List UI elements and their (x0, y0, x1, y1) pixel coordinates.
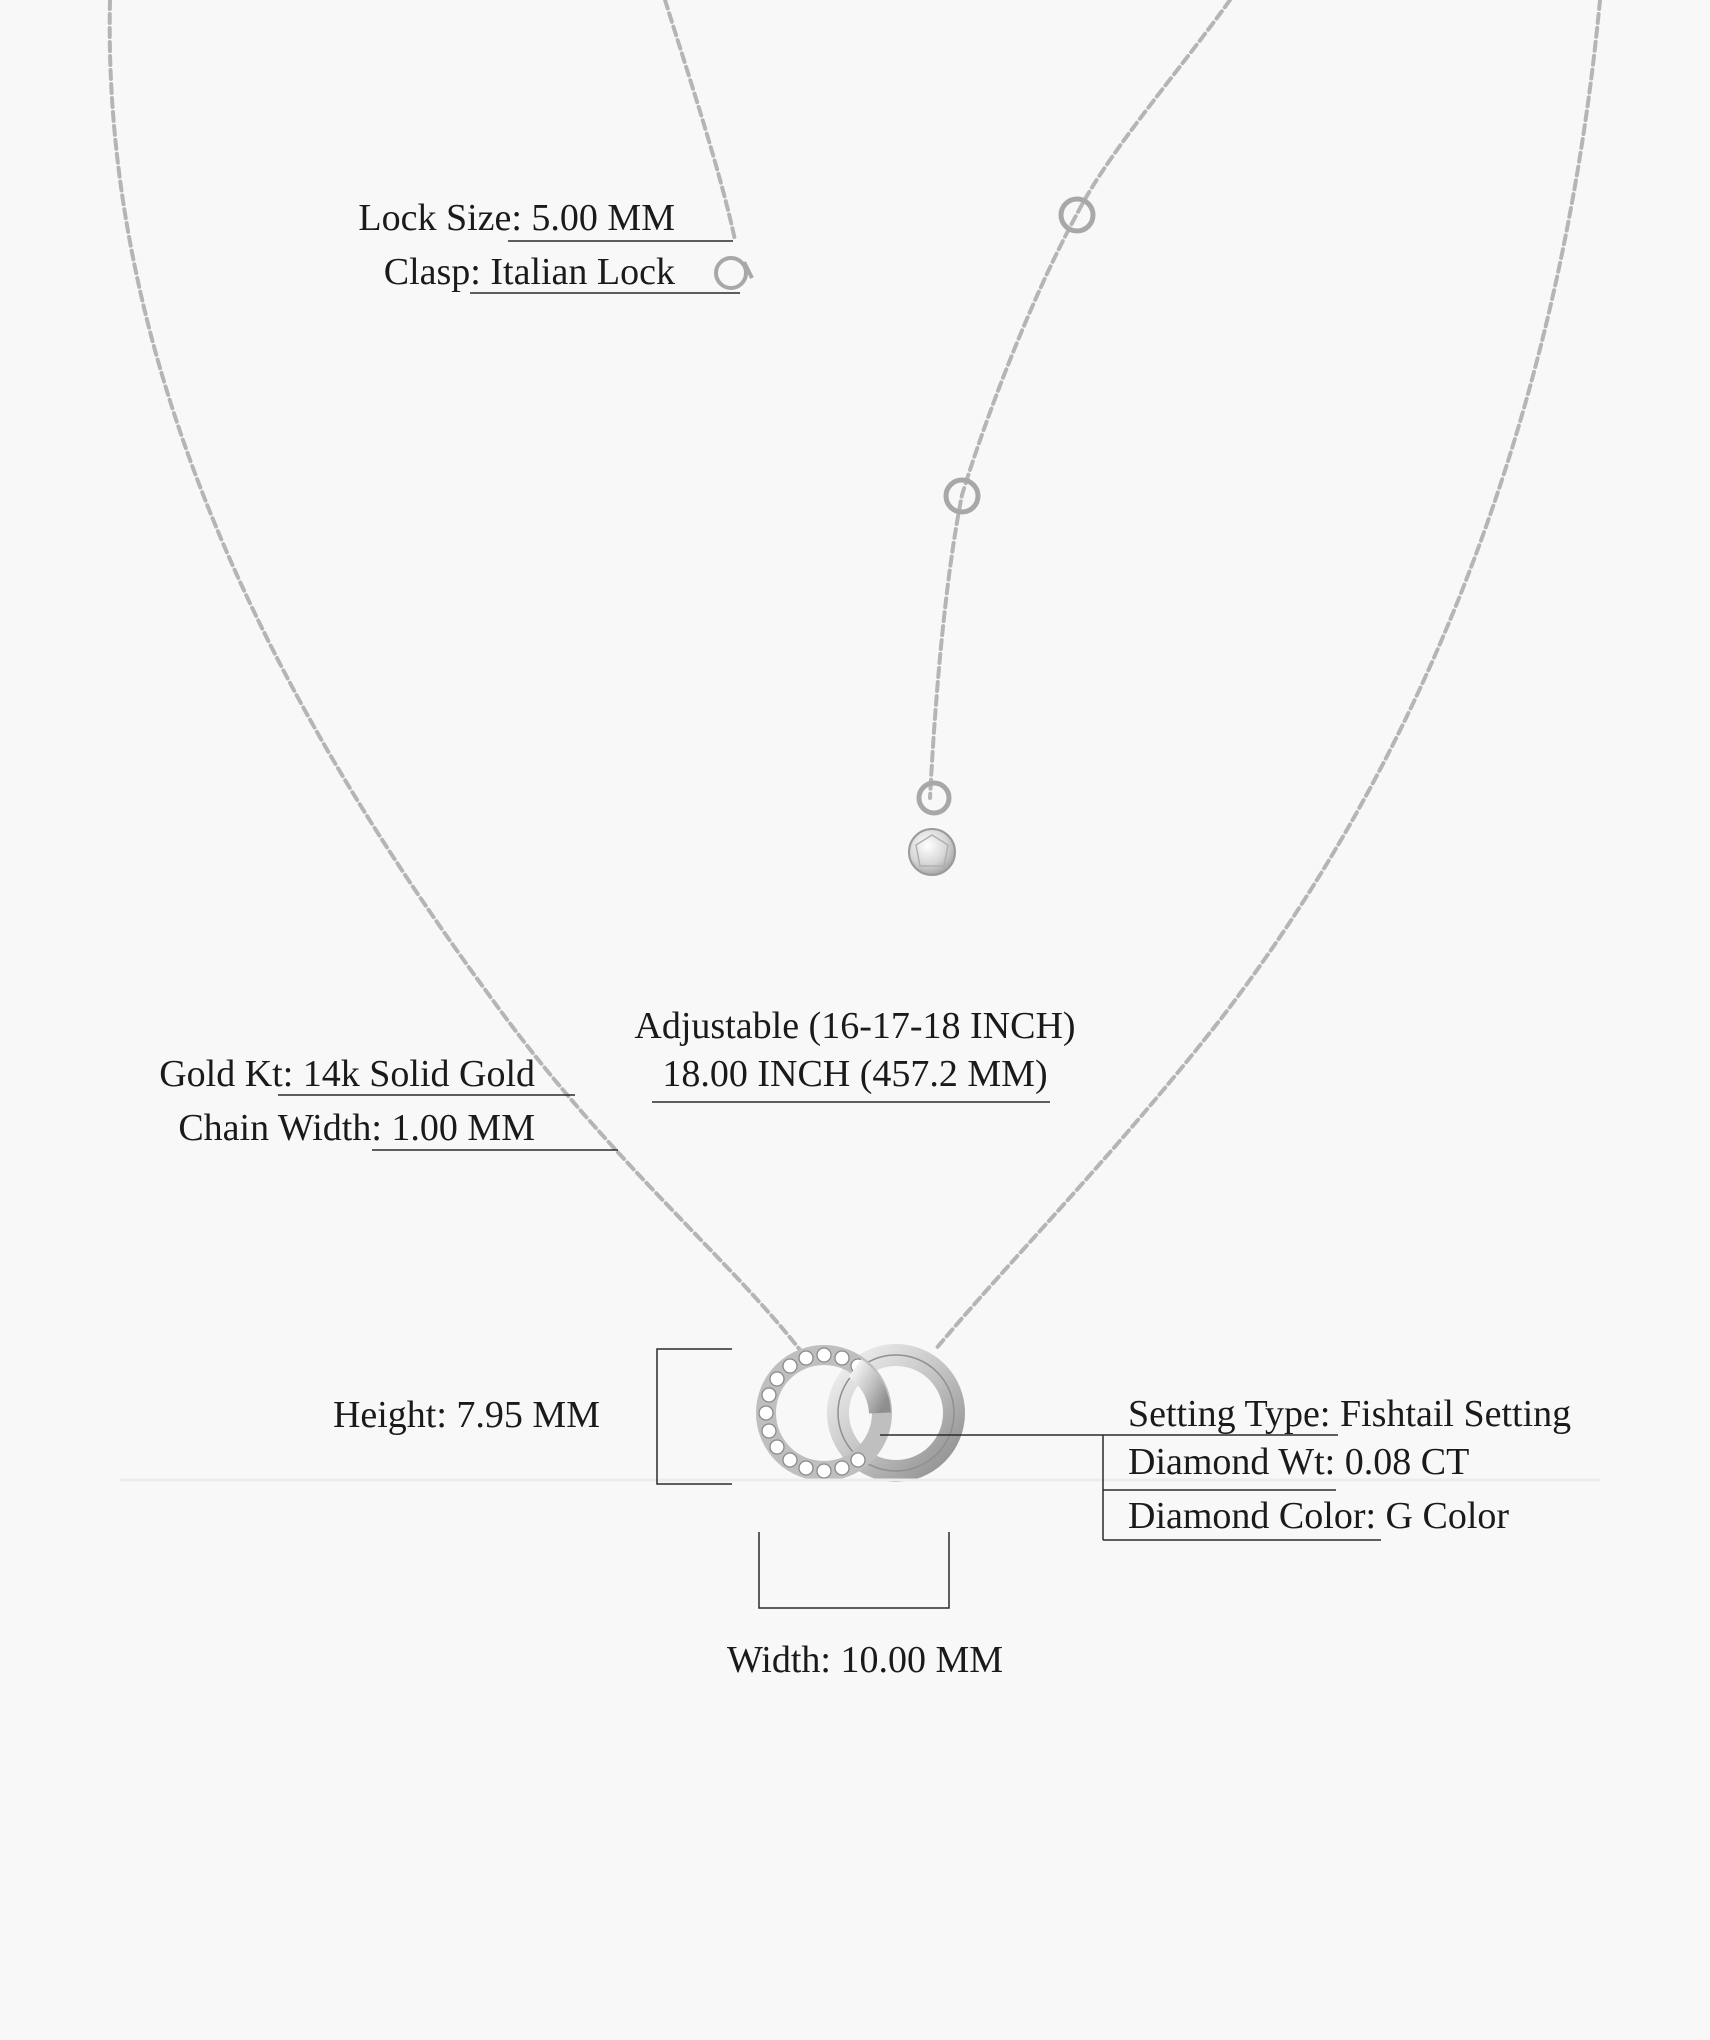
extender-bead-icon (909, 829, 955, 875)
diamond-color-label: Diamond Color: (1128, 1495, 1377, 1537)
setting-type-spec (1128, 1392, 1571, 1436)
chain-width-label: Chain Width: (178, 1107, 382, 1149)
diamond-color-spec (1128, 1494, 1509, 1538)
diamond-wt-value: 0.08 CT (1344, 1441, 1470, 1483)
chain-width-value: 1.00 MM (391, 1107, 535, 1149)
extender-ring-icon (919, 783, 949, 813)
clasp-ring-icon (716, 258, 752, 288)
gold-kt-value: 14k Solid Gold (302, 1053, 535, 1095)
height-spec (333, 1393, 600, 1437)
width-value: 10.00 MM (840, 1639, 1004, 1681)
gold-kt-label: Gold Kt: (159, 1053, 294, 1095)
width-spec (660, 1638, 1070, 1682)
clasp-label: Clasp: (383, 251, 481, 293)
lock-size-label: Lock Size: (358, 197, 522, 239)
diamond-wt-spec (1128, 1440, 1469, 1484)
height-value: 7.95 MM (456, 1394, 600, 1436)
height-label: Height: (332, 1394, 447, 1436)
setting-type-label: Setting Type: (1128, 1393, 1331, 1435)
width-label: Width: (726, 1639, 831, 1681)
chain-clasp-strand (665, 0, 735, 240)
clasp-value: Italian Lock (490, 251, 675, 293)
length-value-text: 18.00 INCH (457.2 MM) (662, 1053, 1048, 1095)
height-bracket (657, 1349, 732, 1484)
clasp-spec (384, 250, 675, 294)
width-bracket (759, 1532, 949, 1608)
chain-width-spec (178, 1106, 535, 1150)
lock-size-value: 5.00 MM (531, 197, 675, 239)
length-adjustable-text: Adjustable (16-17-18 INCH) (634, 1005, 1076, 1047)
diamond-wt-label: Diamond Wt: (1128, 1441, 1336, 1483)
gold-kt-spec (159, 1052, 535, 1096)
diamond-color-value: G Color (1385, 1495, 1510, 1537)
extender-chain (930, 0, 1230, 798)
length-adjustable-spec (600, 1004, 1110, 1048)
setting-type-value: Fishtail Setting (1339, 1393, 1572, 1435)
lock-size-spec (358, 196, 675, 240)
length-value-spec (600, 1052, 1110, 1096)
chain-right-strand (935, 0, 1600, 1350)
pendant-interlocking-circles-icon (759, 1348, 954, 1478)
